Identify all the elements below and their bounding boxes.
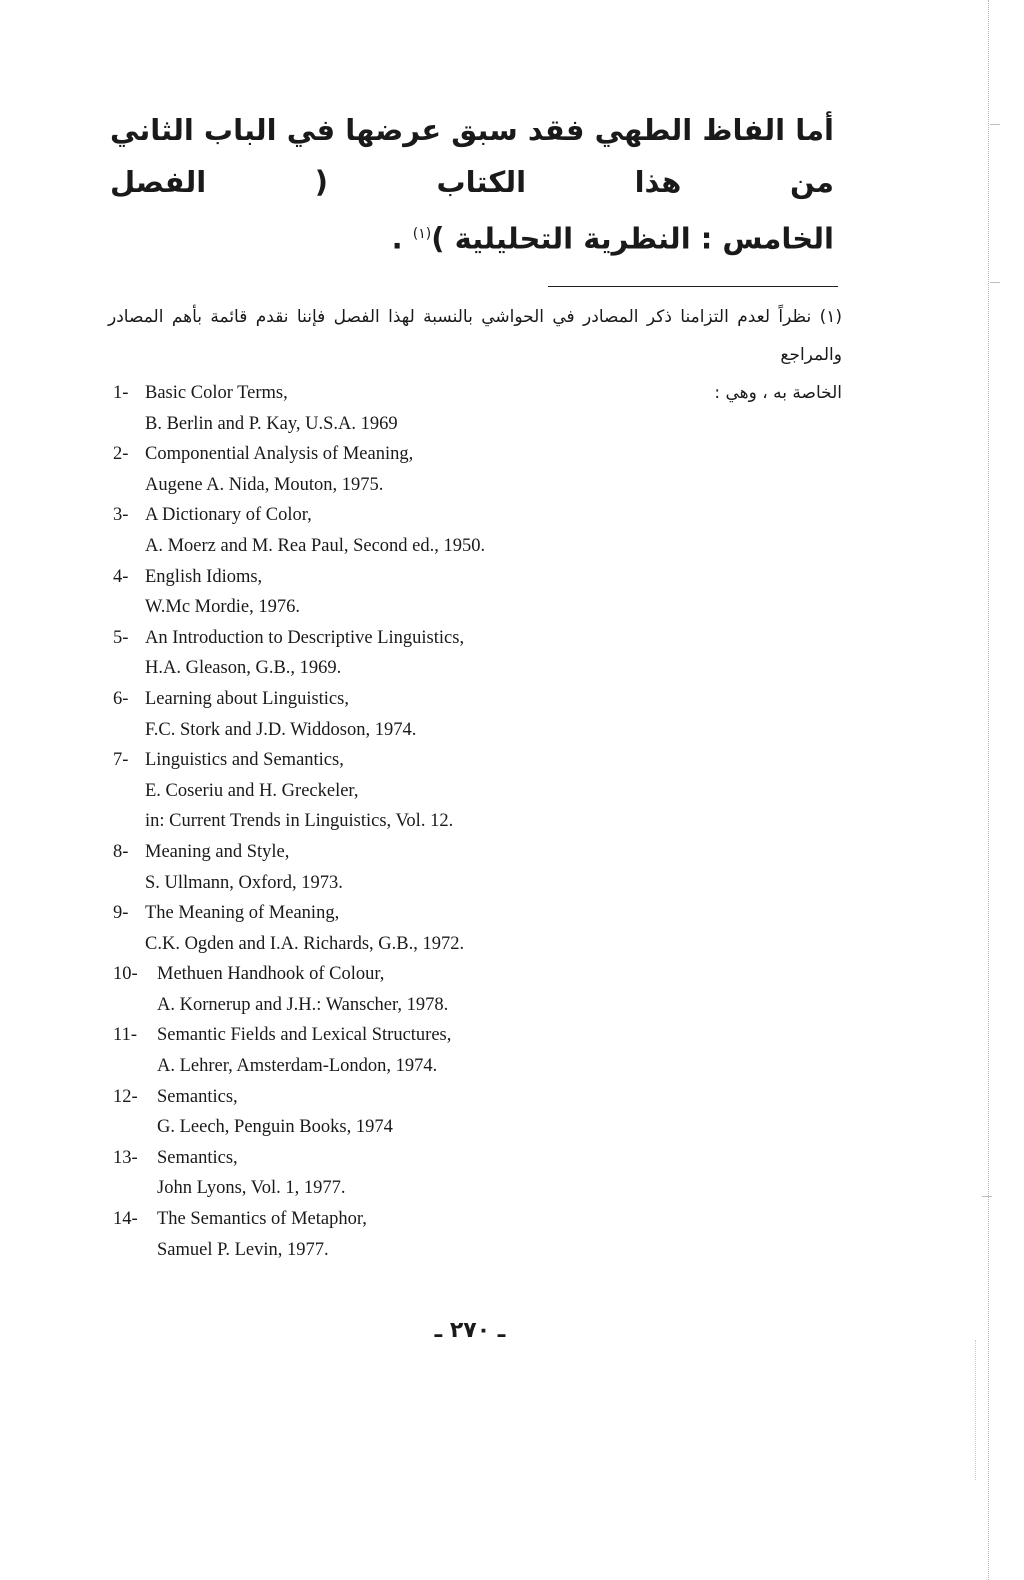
reference-detail-line (113, 929, 753, 960)
scan-edge-line (988, 0, 989, 1580)
footnote-line-1: (١) نظراً لعدم التزامنا ذكر المصادر في الحواشي بالنسبة لهذا الفصل فإننا نقدم قائمة بأهم المصادر والمراجع (108, 307, 842, 365)
reference-detail-line (113, 409, 753, 440)
reference-indent (113, 868, 145, 899)
arabic-line-1: أما الفاظ الطهي فقد سبق عرضها في الباب الثاني من هذا الكتاب ( الفصل (110, 113, 834, 199)
reference-item (113, 623, 753, 684)
reference-title-line (113, 1082, 753, 1113)
reference-title: Semantic Fields and Lexical Structures, (157, 1025, 452, 1046)
reference-title-line (113, 562, 753, 593)
arabic-line-2 (110, 208, 834, 265)
arabic-body-paragraph (110, 104, 834, 265)
reference-indent (113, 409, 145, 440)
reference-detail-line (113, 806, 753, 837)
reference-indent (113, 1173, 157, 1204)
reference-number: 12- (113, 1086, 138, 1107)
reference-detail: Augene A. Nida, Mouton, 1975. (145, 474, 384, 495)
reference-detail-line (113, 1112, 753, 1143)
reference-number: 3- (113, 505, 129, 526)
arabic-line-2-text: الخامس : النظرية التحليلية ) (431, 221, 834, 256)
reference-detail: Samuel P. Levin, 1977. (157, 1239, 329, 1260)
reference-indent (113, 470, 145, 501)
reference-item (113, 1082, 753, 1143)
footnote-line-2: الخاصة به ، وهي : (714, 383, 842, 403)
reference-title: English Idioms, (145, 566, 263, 587)
reference-detail: W.Mc Mordie, 1976. (145, 597, 301, 618)
reference-detail-line (113, 868, 753, 899)
reference-item (113, 1143, 753, 1204)
reference-detail: John Lyons, Vol. 1, 1977. (157, 1178, 346, 1199)
reference-detail: S. Ullmann, Oxford, 1973. (145, 872, 343, 893)
reference-indent (113, 715, 145, 746)
reference-indent (113, 929, 145, 960)
arabic-line-2-end: . (391, 221, 403, 256)
reference-item (113, 562, 753, 623)
reference-title-line (113, 1143, 753, 1174)
scan-edge-tick (990, 124, 1000, 125)
reference-title: Meaning and Style, (145, 841, 290, 862)
reference-title: A Dictionary of Color, (145, 505, 312, 526)
reference-detail-line (113, 1235, 753, 1266)
reference-item (113, 500, 753, 561)
reference-title: Learning about Linguistics, (145, 688, 349, 709)
reference-title-line (113, 684, 753, 715)
reference-detail: A. Kornerup and J.H.: Wanscher, 1978. (157, 994, 449, 1015)
reference-title: Componential Analysis of Meaning, (145, 444, 414, 465)
reference-title-line (113, 1204, 753, 1235)
reference-indent (113, 1051, 157, 1082)
reference-number: 9- (113, 903, 129, 924)
reference-number: 2- (113, 444, 129, 465)
page-number: ـ ٢٧٠ ـ (434, 1318, 506, 1343)
reference-item (113, 745, 753, 837)
reference-indent (113, 531, 145, 562)
reference-detail-line (113, 776, 753, 807)
reference-indent (113, 776, 145, 807)
reference-title: Linguistics and Semantics, (145, 750, 344, 771)
reference-number: 11- (113, 1025, 137, 1046)
reference-number: 1- (113, 383, 129, 403)
reference-detail-line (113, 990, 753, 1021)
reference-number: 13- (113, 1147, 138, 1168)
reference-indent (113, 1235, 157, 1266)
reference-title: An Introduction to Descriptive Linguistics, (145, 627, 465, 648)
reference-item (113, 959, 753, 1020)
reference-detail-line (113, 1051, 753, 1082)
reference-title-line (113, 959, 753, 990)
reference-number: 4- (113, 566, 129, 587)
reference-title: Semantics, (157, 1147, 238, 1168)
reference-item (113, 378, 753, 439)
reference-detail: H.A. Gleason, G.B., 1969. (145, 658, 342, 679)
reference-detail-line (113, 592, 753, 623)
reference-item (113, 898, 753, 959)
footnote-separator (548, 286, 838, 287)
scan-edge-tick (990, 282, 1000, 283)
reference-detail-line (113, 1173, 753, 1204)
reference-detail-line (113, 715, 753, 746)
reference-title: The Meaning of Meaning, (145, 903, 340, 924)
reference-item (113, 837, 753, 898)
reference-detail: F.C. Stork and J.D. Widdoson, 1974. (145, 719, 417, 740)
reference-detail: C.K. Ogden and I.A. Richards, G.B., 1972. (145, 933, 465, 954)
reference-indent (113, 1112, 157, 1143)
reference-title-line (113, 439, 753, 470)
reference-item (113, 1204, 753, 1265)
reference-number: 5- (113, 627, 129, 648)
reference-title-line (113, 837, 753, 868)
scan-edge-tick (982, 1196, 992, 1197)
reference-detail-line (113, 653, 753, 684)
reference-detail-line (113, 531, 753, 562)
reference-title: Semantics, (157, 1086, 238, 1107)
reference-title-line (113, 1020, 753, 1051)
scan-edge-line (975, 1340, 976, 1480)
reference-number: 8- (113, 841, 129, 862)
reference-indent (113, 653, 145, 684)
reference-detail: A. Lehrer, Amsterdam-London, 1974. (157, 1056, 438, 1077)
reference-number: 14- (113, 1209, 138, 1230)
footnote-marker: (١) (412, 226, 432, 242)
reference-title-line (113, 898, 753, 929)
reference-detail: A. Moerz and M. Rea Paul, Second ed., 1950. (145, 535, 486, 556)
reference-title: Methuen Handhook of Colour, (157, 964, 385, 985)
reference-title-line (113, 378, 753, 409)
reference-detail: G. Leech, Penguin Books, 1974 (157, 1117, 393, 1138)
reference-number: 6- (113, 688, 129, 709)
reference-item (113, 439, 753, 500)
reference-detail-line (113, 470, 753, 501)
reference-item (113, 684, 753, 745)
reference-title: The Semantics of Metaphor, (157, 1209, 367, 1230)
reference-title: Basic Color Terms, (145, 383, 288, 403)
reference-item (113, 1020, 753, 1081)
reference-list (113, 378, 753, 1265)
reference-detail: E. Coseriu and H. Greckeler, (145, 780, 359, 801)
reference-title-line (113, 623, 753, 654)
reference-indent (113, 806, 145, 837)
reference-number: 7- (113, 750, 129, 771)
reference-title-line (113, 745, 753, 776)
reference-detail: B. Berlin and P. Kay, U.S.A. 1969 (145, 413, 398, 434)
reference-title-line (113, 500, 753, 531)
reference-detail: in: Current Trends in Linguistics, Vol. 12. (145, 811, 454, 832)
reference-number: 10- (113, 964, 138, 985)
reference-indent (113, 592, 145, 623)
reference-indent (113, 990, 157, 1021)
